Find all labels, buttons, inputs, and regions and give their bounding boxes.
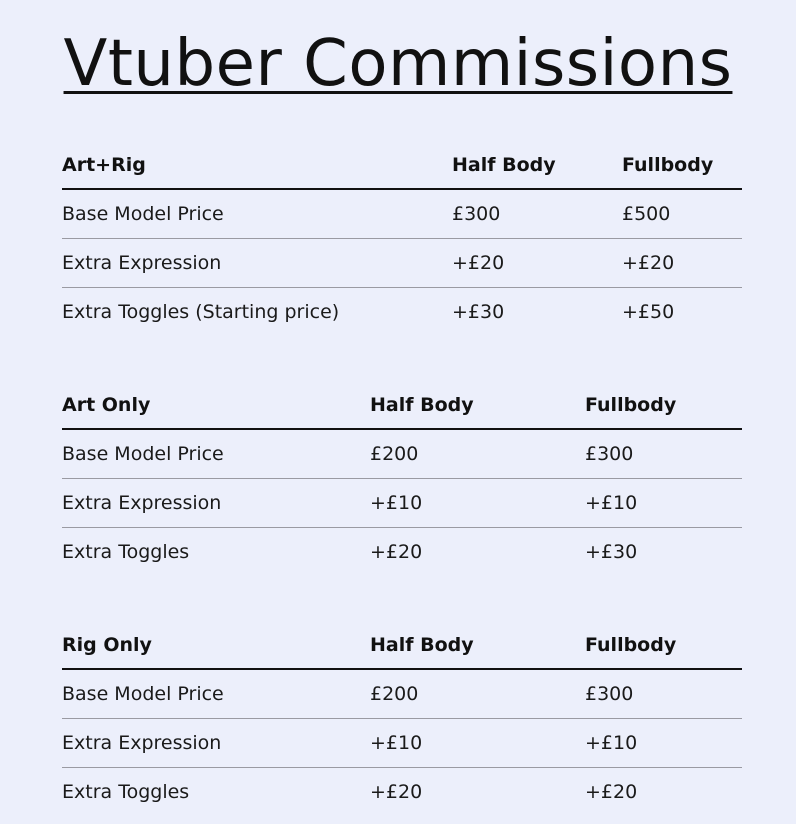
row-label: Extra Expression	[62, 719, 370, 768]
row-label: Base Model Price	[62, 683, 224, 705]
column-header-fullbody: Fullbody	[622, 141, 742, 189]
table-header-row	[62, 381, 742, 429]
half-body-price: +£20	[452, 239, 622, 288]
table-row	[62, 528, 742, 577]
half-body-price: +£30	[452, 288, 622, 337]
half-body-price: +£10	[370, 719, 585, 768]
table-row	[62, 719, 742, 768]
fullbody-price: £300	[585, 443, 634, 465]
price-table-rig-only	[62, 621, 742, 816]
fullbody-price: £500	[622, 203, 671, 225]
column-header-half-body: Half Body	[370, 381, 585, 429]
price-table-art-only	[62, 381, 742, 576]
row-label: Extra Expression	[62, 239, 452, 288]
table-heading: Rig Only	[62, 621, 370, 669]
column-header-half-body: Half Body	[370, 621, 585, 669]
row-label: Extra Toggles	[62, 528, 370, 577]
fullbody-price: £300	[585, 683, 634, 705]
fullbody-price: +£30	[585, 528, 742, 577]
row-label: Base Model Price	[62, 443, 224, 465]
half-body-price: £200	[370, 443, 419, 465]
page-title-text: Vtuber Commissions	[63, 27, 733, 101]
fullbody-price: +£10	[585, 719, 742, 768]
table-header-row	[62, 141, 742, 189]
row-label: Extra Toggles	[62, 768, 370, 817]
fullbody-price: +£20	[622, 239, 742, 288]
table-row	[62, 768, 742, 817]
table-row	[62, 189, 742, 239]
fullbody-price: +£50	[622, 288, 742, 337]
table-heading: Art+Rig	[62, 141, 452, 189]
table-header-row	[62, 621, 742, 669]
fullbody-price: +£10	[585, 479, 742, 528]
table-heading: Art Only	[62, 381, 370, 429]
fullbody-price: +£20	[585, 768, 742, 817]
column-header-fullbody: Fullbody	[585, 381, 742, 429]
half-body-price: £300	[452, 203, 501, 225]
column-header-half-body: Half Body	[452, 141, 622, 189]
table-row	[62, 239, 742, 288]
half-body-price: +£20	[370, 768, 585, 817]
row-label: Base Model Price	[62, 203, 224, 225]
table-row	[62, 288, 742, 337]
half-body-price: £200	[370, 683, 419, 705]
table-row	[62, 479, 742, 528]
price-table-art-rig	[62, 141, 742, 336]
table-row	[62, 429, 742, 479]
half-body-price: +£10	[370, 479, 585, 528]
row-label: Extra Toggles (Starting price)	[62, 288, 452, 337]
row-label: Extra Expression	[62, 479, 370, 528]
half-body-price: +£20	[370, 528, 585, 577]
column-header-fullbody: Fullbody	[585, 621, 742, 669]
table-row	[62, 669, 742, 719]
page-title	[0, 24, 796, 104]
